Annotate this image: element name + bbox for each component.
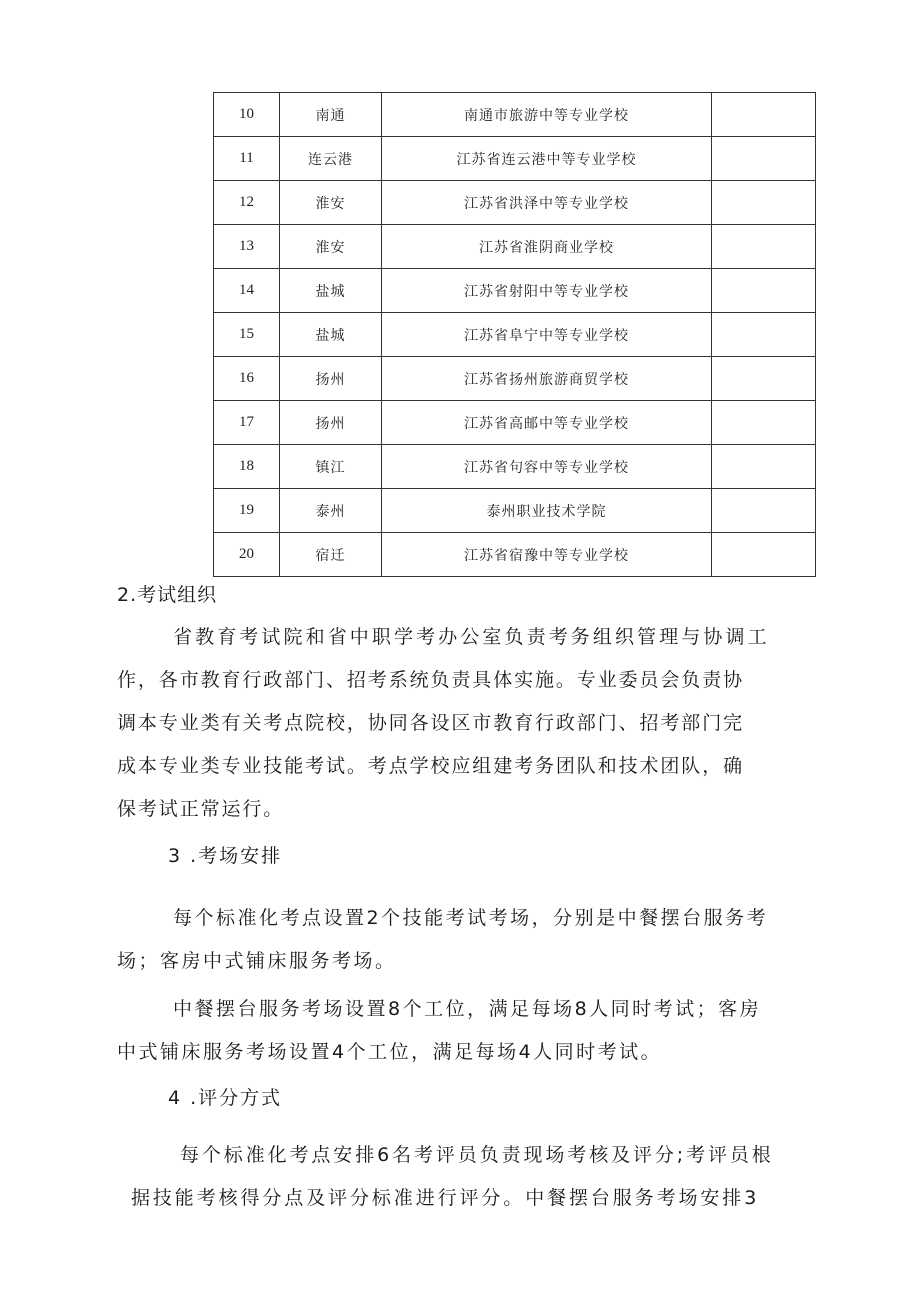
section-3-para-1-line-1: 每个标准化考点设置2个技能考试考场，分别是中餐摆台服务考 <box>173 907 769 929</box>
note-cell <box>712 225 816 269</box>
school-name-cell: 江苏省阜宁中等专业学校 <box>382 313 712 357</box>
section-2-heading: 2.考试组织 <box>117 584 218 606</box>
table-row <box>214 313 816 357</box>
section-2-line-4: 成本专业类专业技能考试。考点学校应组建考务团队和技术团队，确 <box>117 755 745 777</box>
row-number-cell: 12 <box>214 181 280 225</box>
table-row <box>214 269 816 313</box>
note-cell <box>712 93 816 137</box>
note-cell <box>712 445 816 489</box>
row-number-cell: 11 <box>214 137 280 181</box>
city-cell: 淮安 <box>280 181 382 225</box>
note-cell <box>712 269 816 313</box>
row-number-cell: 20 <box>214 533 280 577</box>
section-3-para-2-line-2: 中式铺床服务考场设置4个工位，满足每场4人同时考试。 <box>117 1041 663 1063</box>
section-3-para-2-line-1: 中餐摆台服务考场设置8个工位，满足每场8人同时考试；客房 <box>173 998 762 1020</box>
note-cell <box>712 357 816 401</box>
school-name-cell: 江苏省淮阴商业学校 <box>382 225 712 269</box>
exam-site-table <box>213 92 816 577</box>
city-cell: 淮安 <box>280 225 382 269</box>
school-name-cell: 江苏省射阳中等专业学校 <box>382 269 712 313</box>
school-name-cell: 南通市旅游中等专业学校 <box>382 93 712 137</box>
exam-site-table-body <box>214 93 816 577</box>
school-name-cell: 江苏省高邮中等专业学校 <box>382 401 712 445</box>
city-cell: 镇江 <box>280 445 382 489</box>
section-4-heading: 4 .评分方式 <box>168 1087 283 1109</box>
row-number-cell: 14 <box>214 269 280 313</box>
table-row <box>214 445 816 489</box>
table-row <box>214 181 816 225</box>
city-cell: 连云港 <box>280 137 382 181</box>
section-2-line-3: 调本专业类有关考点院校，协同各设区市教育行政部门、招考部门完 <box>117 712 745 734</box>
row-number-cell: 17 <box>214 401 280 445</box>
city-cell: 盐城 <box>280 269 382 313</box>
city-cell: 南通 <box>280 93 382 137</box>
note-cell <box>712 401 816 445</box>
row-number-cell: 10 <box>214 93 280 137</box>
section-4-line-1: 每个标准化考点安排6名考评员负责现场考核及评分;考评员根 <box>180 1144 774 1166</box>
city-cell: 扬州 <box>280 357 382 401</box>
city-cell: 宿迁 <box>280 533 382 577</box>
note-cell <box>712 489 816 533</box>
row-number-cell: 15 <box>214 313 280 357</box>
section-3-heading: 3 .考场安排 <box>168 845 283 867</box>
section-4-line-2: 据技能考核得分点及评分标准进行评分。中餐摆台服务考场安排3 <box>131 1187 760 1209</box>
table-row <box>214 401 816 445</box>
note-cell <box>712 181 816 225</box>
table-row <box>214 225 816 269</box>
section-2-line-1: 省教育考试院和省中职学考办公室负责考务组织管理与协调工 <box>173 626 770 648</box>
note-cell <box>712 313 816 357</box>
row-number-cell: 19 <box>214 489 280 533</box>
school-name-cell: 江苏省句容中等专业学校 <box>382 445 712 489</box>
row-number-cell: 16 <box>214 357 280 401</box>
table-row <box>214 93 816 137</box>
school-name-cell: 江苏省洪泽中等专业学校 <box>382 181 712 225</box>
table-row <box>214 533 816 577</box>
school-name-cell: 江苏省扬州旅游商贸学校 <box>382 357 712 401</box>
city-cell: 泰州 <box>280 489 382 533</box>
school-name-cell: 江苏省宿豫中等专业学校 <box>382 533 712 577</box>
section-2-line-2: 作，各市教育行政部门、招考系统负责具体实施。专业委员会负责协 <box>117 669 745 691</box>
city-cell: 扬州 <box>280 401 382 445</box>
note-cell <box>712 533 816 577</box>
note-cell <box>712 137 816 181</box>
city-cell: 盐城 <box>280 313 382 357</box>
school-name-cell: 泰州职业技术学院 <box>382 489 712 533</box>
row-number-cell: 13 <box>214 225 280 269</box>
table-row <box>214 357 816 401</box>
school-name-cell: 江苏省连云港中等专业学校 <box>382 137 712 181</box>
table-row <box>214 489 816 533</box>
table-row <box>214 137 816 181</box>
row-number-cell: 18 <box>214 445 280 489</box>
section-3-para-1-line-2: 场；客房中式铺床服务考场。 <box>117 950 397 972</box>
section-2-line-5: 保考试正常运行。 <box>117 798 285 820</box>
